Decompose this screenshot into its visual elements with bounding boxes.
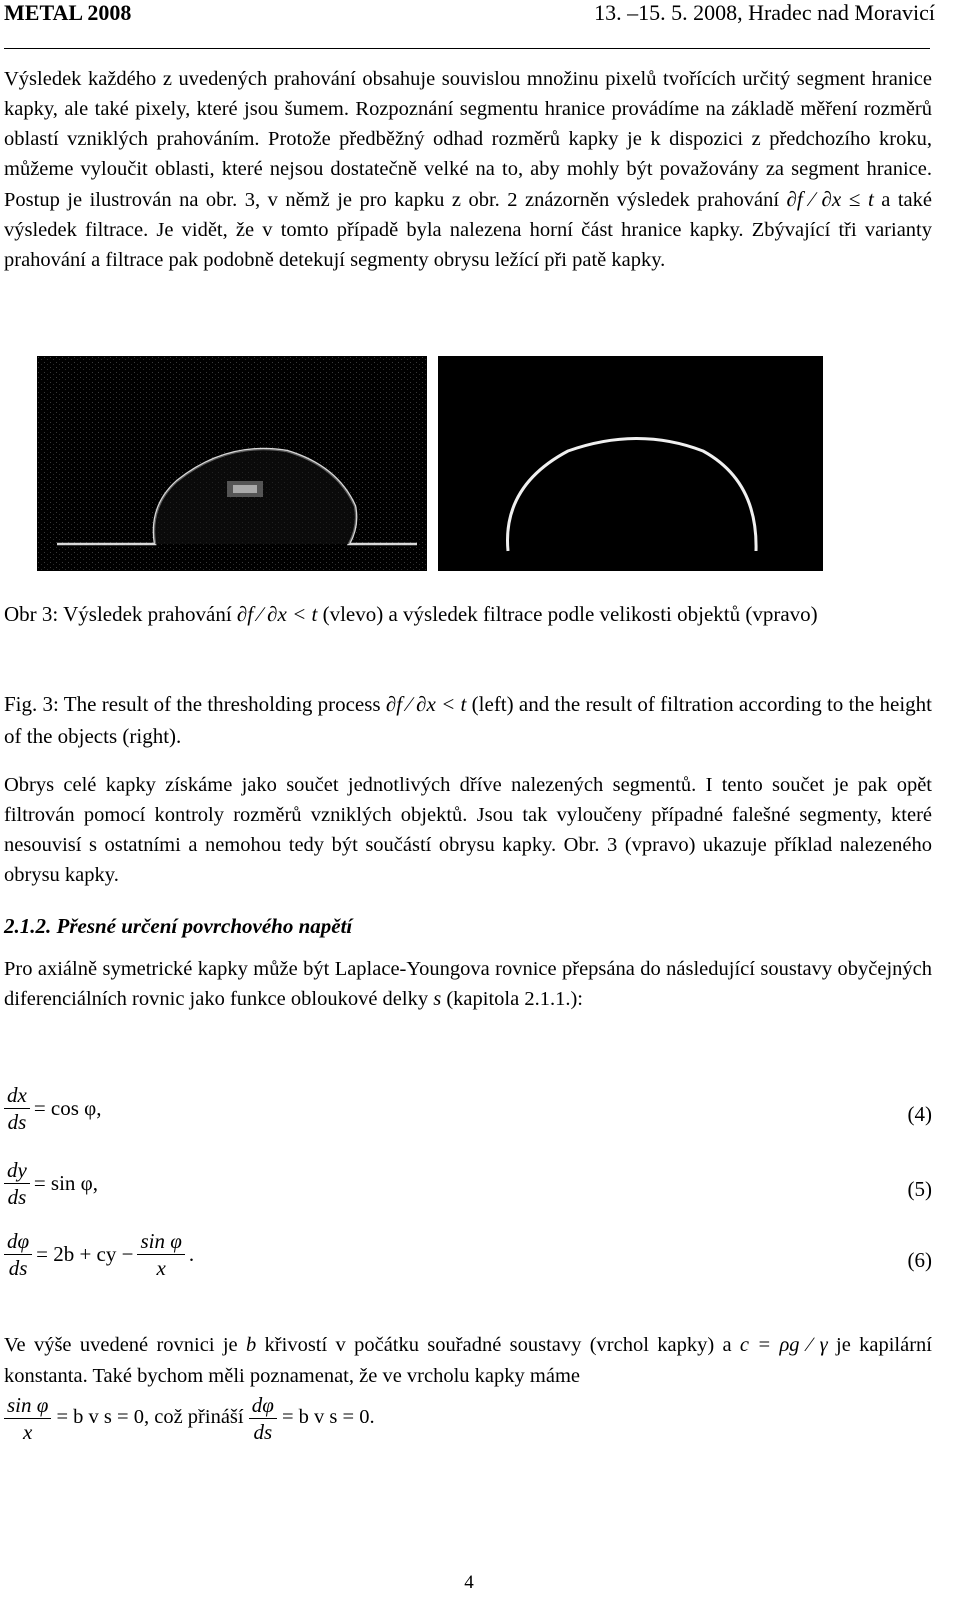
equation-5-number: (5) xyxy=(907,1177,932,1201)
paragraph-4-text-e: = b v s = 0. xyxy=(281,1406,375,1429)
paragraph-1-math: ∂f ∕ ∂x ≤ t xyxy=(786,187,874,211)
paragraph-3-text-b: (kapitola 2.1.1.): xyxy=(441,988,583,1010)
equation-5-rhs: = sin φ, xyxy=(33,1171,99,1195)
equation-5-fraction: $\frac{dy}{ds}$ xyxy=(4,1157,30,1210)
paragraph-3-text-a: Pro axiálně symetrické kapky může být Laplace-Youngova rovnice přepsána do následující soustavy obyčejných diferenciálních rovnic jako funkce obloukové delky xyxy=(4,958,932,1010)
paragraph-3-var: s xyxy=(433,988,442,1010)
paragraph-3 xyxy=(4,954,932,1046)
paragraph-1 xyxy=(4,64,932,334)
filtered-contour-graphic xyxy=(438,356,823,571)
equation-6 xyxy=(4,1228,932,1298)
paragraph-2: Obrys celé kapky získáme jako součet jednotlivých dříve nalezených segmentů. I tento součet je pak opět filtrován pomocí kontroly rozměrů vzniklých objektů. Jsou tak vyloučeny případné falešné segmenty, které nesouvisí s ostatními a nemohou tedy být součástí obrysu kapky. Obr. 3 (vpravo) ukazuje příklad nalezeného obrysu kapky. xyxy=(4,774,932,886)
header-rule xyxy=(4,48,930,49)
paragraph-4-text-b: křivostí v počátku souřadné soustavy (vrchol kapky) a xyxy=(256,1334,740,1356)
paragraph-4-capillary-expr: c = ρg ∕ γ xyxy=(739,1334,828,1356)
equation-4-fraction: $\frac{dx}{ds}$ xyxy=(4,1082,30,1135)
figure-filtered-contour xyxy=(438,356,823,571)
thresholded-drop-graphic xyxy=(37,356,427,571)
paragraph-1-text-a: Výsledek každého z uvedených prahování obsahuje souvislou množinu pixelů tvořících určitý segment hranice kapky, ale také pixely, které jsou šumem. Rozpoznání segmentu hranice provádíme na základě měření rozměrů oblastí vzniklých prahováním. Protože předběžný odhad rozměrů kapky je k dispozici z předchozího kroku, můžeme vyloučit oblasti, které nejsou dostatečně velké na to, aby mohly být považovány za segment hranice. Postup je ilustrován na obr. 3, v němž je pro kapku z obr. 2 znázorněn výsledek prahování xyxy=(4,68,932,211)
equation-6-tail: . xyxy=(188,1242,195,1266)
header-conference: METAL 2008 xyxy=(4,0,132,25)
paragraph-4-fraction-2: $\frac{d\varphi}{ds}$ xyxy=(249,1392,277,1445)
paragraph-4-text-a: Ve výše uvedené rovnici je xyxy=(4,1334,246,1356)
equation-6-fraction-2: $\frac{\text{sin φ}}{x}$ xyxy=(137,1228,184,1281)
caption-czech xyxy=(4,598,932,662)
equation-6-number: (6) xyxy=(907,1248,932,1272)
equation-6-fraction: $\frac{d\varphi}{ds}$ xyxy=(4,1228,32,1281)
caption-english xyxy=(4,688,932,752)
caption-czech-a: Obr 3: Výsledek prahování xyxy=(4,602,237,626)
equation-4 xyxy=(4,1082,932,1152)
section-heading: 2.1.2. Přesné určení povrchového napětí xyxy=(4,914,353,938)
equation-4-number: (4) xyxy=(907,1102,932,1126)
paragraph-4-text-c: je kapilární konstanta. Také bychom měli poznamenat, že ve vrcholu kapky máme xyxy=(4,1334,933,1387)
page-number: 4 xyxy=(464,1572,474,1593)
paragraph-4-fraction-1: $\frac{\text{sin φ}}{x}$ xyxy=(4,1392,51,1445)
equation-5 xyxy=(4,1157,932,1227)
figure-thresholded-image xyxy=(37,356,427,571)
paragraph-4 xyxy=(4,1330,932,1470)
equation-6-rhs: = 2b + cy − xyxy=(36,1242,134,1266)
caption-english-b: (left) and the result of filtration according to the height of the objects (right). xyxy=(4,692,933,748)
caption-czech-math: ∂f ∕ ∂x < t xyxy=(236,602,318,626)
paragraph-1-text-b: a také výsledek filtrace. Je vidět, že v tomto případě byla nalezena horní část hranice kapky. Zbývající tři varianty prahování a filtrace pak podobně detekují segmenty obrysu ležící při patě kapky. xyxy=(4,189,932,271)
paragraph-4-text-d: = b v s = 0, což přináší xyxy=(56,1406,244,1429)
caption-english-math: ∂f ∕ ∂x < t xyxy=(385,692,467,716)
equation-4-rhs: = cos φ, xyxy=(33,1096,102,1120)
caption-czech-b: (vlevo) a výsledek filtrace podle velikosti objektů (vpravo) xyxy=(317,602,818,626)
header-date-place: 13. –15. 5. 2008, Hradec nad Moravicí xyxy=(594,0,935,25)
caption-english-a: Fig. 3: The result of the thresholding process xyxy=(4,692,386,716)
paragraph-4-var-b: b xyxy=(245,1334,257,1356)
